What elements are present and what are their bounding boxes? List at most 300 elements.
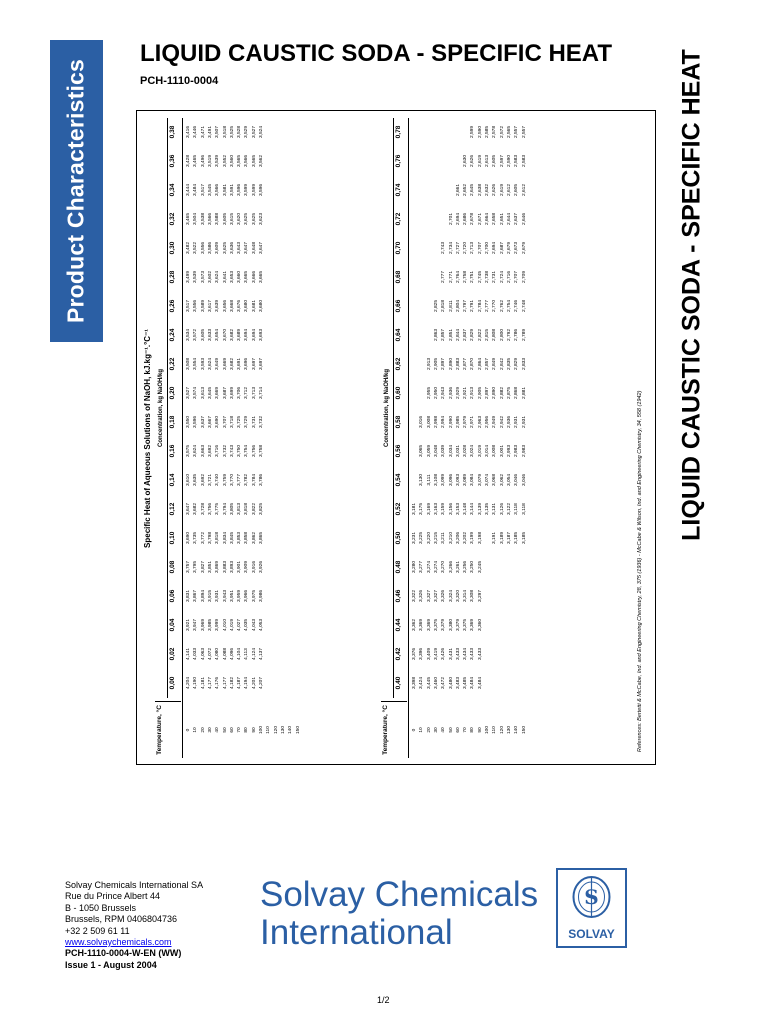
value-cell: 3,046 <box>521 474 527 487</box>
value-cell: 3,369 <box>419 619 425 632</box>
value-cell: 2,645 <box>470 184 476 197</box>
value-cell: 3,139 <box>477 503 483 516</box>
value-cell: 3,024 <box>470 445 476 458</box>
value-cell: 3,198 <box>477 532 483 545</box>
value-cell: 3,562 <box>259 155 264 168</box>
value-cell: 2,572 <box>499 126 505 139</box>
value-cell: 3,818 <box>215 532 221 545</box>
temperature-cell: 10 <box>419 727 425 733</box>
value-cell: 2,890 <box>448 358 454 371</box>
value-cell: 3,743 <box>229 445 235 458</box>
value-cell: 3,522 <box>193 242 199 255</box>
value-cell: 3,827 <box>200 561 206 574</box>
value-cell: 3,732 <box>259 416 264 429</box>
value-cell: 3,507 <box>215 126 221 139</box>
temperature-cell: 90 <box>251 727 257 733</box>
value-cell: 3,729 <box>244 416 250 429</box>
column-header: 0,32 <box>169 212 176 226</box>
value-cell: 4,181 <box>200 677 206 690</box>
value-cell: 2,565 <box>506 126 512 139</box>
value-cell: 3,465 <box>186 213 191 226</box>
value-cell: 3,740 <box>215 474 221 487</box>
value-cell: 3,858 <box>244 532 250 545</box>
value-cell: 2,738 <box>485 271 490 284</box>
value-cell: 3,446 <box>193 126 199 139</box>
value-cell: 3,484 <box>470 677 476 690</box>
value-cell: 3,046 <box>514 474 520 487</box>
value-cell: 3,692 <box>207 445 213 458</box>
value-cell: 2,626 <box>470 155 476 168</box>
value-cell: 2,881 <box>521 387 527 400</box>
value-cell: 3,845 <box>229 532 235 545</box>
value-cell: 3,931 <box>215 590 221 603</box>
value-cell: 3,122 <box>506 503 512 516</box>
value-cell: 3,031 <box>455 445 461 458</box>
value-cell: 2,707 <box>477 242 483 255</box>
value-cell: 3,552 <box>222 155 228 168</box>
value-cell: 3,096 <box>448 474 454 487</box>
column-header: 0,00 <box>169 676 176 690</box>
value-cell: 2,877 <box>463 358 469 371</box>
value-cell: 3,445 <box>426 677 432 690</box>
value-cell: 2,605 <box>514 184 520 197</box>
value-cell: 2,694 <box>492 242 498 255</box>
page-number: 1/2 <box>377 995 390 1005</box>
value-cell: 3,274 <box>433 561 439 574</box>
value-cell: 3,625 <box>244 213 250 226</box>
value-cell: 2,590 <box>477 126 483 139</box>
value-cell: 3,713 <box>251 387 257 400</box>
value-cell: 4,176 <box>215 677 221 690</box>
value-cell: 3,602 <box>207 271 213 284</box>
value-cell: 2,863 <box>433 329 439 342</box>
value-cell: 3,362 <box>412 619 417 632</box>
value-cell: 2,994 <box>441 416 447 429</box>
value-cell: 2,557 <box>521 126 527 139</box>
column-header: 0,72 <box>395 212 402 226</box>
value-cell: 4,177 <box>207 677 213 690</box>
value-cell: 3,320 <box>455 590 461 603</box>
value-cell: 2,913 <box>470 387 476 400</box>
value-cell: 3,772 <box>200 532 206 545</box>
value-cell: 3,770 <box>229 474 235 487</box>
value-cell: 3,202 <box>463 532 469 545</box>
temperature-cell: 20 <box>426 727 432 733</box>
value-cell: 4,104 <box>237 648 243 661</box>
value-cell: 3,517 <box>186 300 191 313</box>
value-cell: 3,369 <box>426 619 432 632</box>
temperature-cell: 70 <box>463 727 469 733</box>
value-cell: 2,789 <box>521 329 527 342</box>
value-cell: 3,379 <box>455 619 461 632</box>
value-cell: 3,690 <box>215 416 221 429</box>
column-header: 0,74 <box>395 183 402 197</box>
column-header: 0,50 <box>395 531 402 545</box>
value-cell: 2,658 <box>492 213 498 226</box>
value-cell: 3,894 <box>200 590 206 603</box>
value-cell: 3,566 <box>215 184 221 197</box>
value-cell: 3,274 <box>426 561 432 574</box>
value-cell: 3,687 <box>222 387 228 400</box>
value-cell: 3,593 <box>200 358 206 371</box>
brand-line-1: Solvay Chemicals <box>260 875 539 914</box>
value-cell: 3,966 <box>244 590 250 603</box>
temperature-cell: 60 <box>455 727 461 733</box>
value-cell: 2,786 <box>514 329 520 342</box>
value-cell: 3,065 <box>419 445 425 458</box>
value-cell: 3,699 <box>229 387 235 400</box>
value-cell: 3,610 <box>186 474 191 487</box>
value-cell: 2,758 <box>463 271 469 284</box>
value-cell: 3,231 <box>412 532 417 545</box>
value-cell: 3,144 <box>470 503 476 516</box>
temperature-cell: 60 <box>229 727 235 733</box>
value-cell: 3,163 <box>433 503 439 516</box>
value-cell: 3,691 <box>237 358 243 371</box>
value-cell: 4,088 <box>222 648 228 661</box>
value-cell: 4,035 <box>244 619 250 632</box>
value-cell: 3,647 <box>259 242 264 255</box>
value-cell: 2,664 <box>485 213 490 226</box>
column-header: 0,36 <box>169 154 176 168</box>
value-cell: 3,326 <box>419 590 425 603</box>
table-title: Specific Heat of Aqueous Solutions of NaOH, kJ.kg⁻¹.°C⁻¹ <box>143 329 152 548</box>
temperature-cell: 130 <box>280 726 286 735</box>
value-cell: 3,572 <box>193 329 199 342</box>
value-cell: 4,190 <box>193 677 199 690</box>
solvay-logo <box>556 868 627 948</box>
value-cell: 3,666 <box>251 271 257 284</box>
value-cell: 4,201 <box>251 677 257 690</box>
column-header: 0,48 <box>395 560 402 574</box>
value-cell: 3,148 <box>463 503 469 516</box>
value-cell: 3,327 <box>426 590 432 603</box>
value-cell: 2,727 <box>455 242 461 255</box>
value-cell: 3,754 <box>244 445 250 458</box>
value-cell: 3,322 <box>412 590 417 603</box>
value-cell: 3,527 <box>251 126 257 139</box>
column-header: 0,54 <box>395 473 402 487</box>
value-cell: 3,256 <box>463 561 469 574</box>
value-cell: 2,868 <box>514 387 520 400</box>
value-cell: 3,589 <box>200 300 206 313</box>
address-line: B - 1050 Brussels <box>65 902 137 913</box>
temperature-cell: 80 <box>244 727 250 733</box>
value-cell: 3,692 <box>200 474 206 487</box>
doc-code: PCH-1110-0004 <box>140 75 219 87</box>
value-cell: 3,519 <box>207 155 213 168</box>
value-cell: 3,079 <box>477 474 483 487</box>
value-cell: 3,518 <box>222 126 228 139</box>
value-cell: 2,936 <box>448 387 454 400</box>
column-header: 0,52 <box>395 502 402 516</box>
value-cell: 2,686 <box>463 213 469 226</box>
value-cell: 3,596 <box>193 416 199 429</box>
website-link[interactable]: www.solvaychemicals.com <box>65 937 172 948</box>
temperature-cell: 50 <box>448 727 454 733</box>
value-cell: 3,485 <box>463 677 469 690</box>
value-cell: 4,207 <box>259 677 264 690</box>
issue-date: Issue 1 - August 2004 <box>65 959 157 970</box>
value-cell: 2,822 <box>477 329 483 342</box>
value-cell: 2,993 <box>506 445 512 458</box>
value-cell: 3,591 <box>229 184 235 197</box>
column-header: 0,30 <box>169 241 176 255</box>
value-cell: 2,857 <box>485 358 490 371</box>
value-cell: 2,833 <box>521 358 527 371</box>
value-cell: 2,844 <box>455 329 461 342</box>
value-cell: 3,560 <box>229 155 235 168</box>
temperature-header: Temperature, °C <box>381 701 407 758</box>
value-cell: 3,728 <box>200 503 206 516</box>
value-cell: 3,643 <box>237 242 243 255</box>
value-cell: 2,837 <box>463 329 469 342</box>
column-header: 0,78 <box>395 125 402 139</box>
side-title: LIQUID CAUSTIC SODA - SPECIFIC HEAT <box>677 49 706 541</box>
value-cell: 3,985 <box>207 619 213 632</box>
value-cell: 3,039 <box>441 445 447 458</box>
value-cell: 2,720 <box>463 242 469 255</box>
value-cell: 3,014 <box>485 445 490 458</box>
value-cell: 3,084 <box>470 474 476 487</box>
value-cell: 3,668 <box>229 300 235 313</box>
header-rule <box>408 118 409 758</box>
temperature-cell: 100 <box>259 726 264 735</box>
value-cell: 3,660 <box>237 271 243 284</box>
value-cell: 3,550 <box>186 416 191 429</box>
value-cell: 3,175 <box>419 503 425 516</box>
value-cell: 3,647 <box>186 503 191 516</box>
value-cell: 3,943 <box>222 590 228 603</box>
value-cell: 2,673 <box>514 242 520 255</box>
value-cell: 3,617 <box>207 300 213 313</box>
value-cell: 3,735 <box>193 532 199 545</box>
value-cell: 3,909 <box>244 561 250 574</box>
value-cell: 2,883 <box>455 358 461 371</box>
value-cell: 3,169 <box>426 503 432 516</box>
value-cell: 3,504 <box>193 213 199 226</box>
company-address <box>65 880 203 971</box>
value-cell: 2,849 <box>492 358 498 371</box>
value-cell: 3,818 <box>244 503 250 516</box>
value-cell: 3,721 <box>207 474 213 487</box>
value-cell: 3,697 <box>259 358 264 371</box>
value-cell: 3,605 <box>200 329 206 342</box>
temperature-cell: 130 <box>506 726 512 735</box>
value-cell: 3,099 <box>441 474 447 487</box>
value-cell: 3,926 <box>259 561 264 574</box>
value-cell: 3,645 <box>207 387 213 400</box>
value-cell: 3,648 <box>251 242 257 255</box>
value-cell: 3,782 <box>244 474 250 487</box>
value-cell: 3,667 <box>207 416 213 429</box>
value-cell: 3,074 <box>485 474 490 487</box>
value-cell: 2,679 <box>521 242 527 255</box>
column-header: 0,06 <box>169 589 176 603</box>
value-cell: 3,665 <box>259 271 264 284</box>
value-cell: 3,433 <box>477 648 483 661</box>
column-header: 0,22 <box>169 357 176 371</box>
value-cell: 4,072 <box>207 648 213 661</box>
value-cell: 3,669 <box>215 387 221 400</box>
value-cell: 3,185 <box>514 532 520 545</box>
value-cell: 2,599 <box>470 126 476 139</box>
value-cell: 3,649 <box>215 358 221 371</box>
value-cell: 3,556 <box>200 242 206 255</box>
value-cell: 3,825 <box>259 503 264 516</box>
value-cell: 3,574 <box>193 387 199 400</box>
value-cell: 2,605 <box>492 155 498 168</box>
value-cell: 2,671 <box>477 213 483 226</box>
value-cell: 3,620 <box>237 213 243 226</box>
value-cell: 3,916 <box>251 561 257 574</box>
value-cell: 4,033 <box>193 648 199 661</box>
value-cell: 3,428 <box>186 155 191 168</box>
value-cell: 3,599 <box>251 184 257 197</box>
value-cell: 4,019 <box>229 619 235 632</box>
temperature-cell: 140 <box>288 726 294 735</box>
value-cell: 3,472 <box>441 677 447 690</box>
value-cell: 3,554 <box>193 358 199 371</box>
value-cell: 3,326 <box>441 590 447 603</box>
value-cell: 3,853 <box>237 532 243 545</box>
value-cell: 2,678 <box>470 213 476 226</box>
column-header: 0,56 <box>395 444 402 458</box>
column-header: 0,40 <box>395 676 402 690</box>
value-cell: 3,647 <box>244 242 250 255</box>
value-cell: 2,897 <box>485 387 490 400</box>
value-cell: 3,725 <box>237 416 243 429</box>
column-header: 0,20 <box>169 386 176 400</box>
column-header: 0,64 <box>395 328 402 342</box>
value-cell: 4,043 <box>251 619 257 632</box>
value-cell: 4,124 <box>251 648 257 661</box>
value-cell: 3,508 <box>186 358 191 371</box>
value-cell: 3,706 <box>237 387 243 400</box>
value-cell: 3,822 <box>251 503 257 516</box>
value-cell: 4,113 <box>244 648 250 660</box>
value-cell: 3,111 <box>426 474 432 486</box>
temperature-cell: 100 <box>485 726 490 735</box>
value-cell: 3,187 <box>506 532 512 545</box>
temperature-cell: 30 <box>433 727 439 733</box>
value-cell: 3,613 <box>200 387 206 400</box>
value-cell: 3,636 <box>229 242 235 255</box>
value-cell: 3,480 <box>448 677 454 690</box>
value-cell: 3,220 <box>426 532 432 545</box>
value-cell: 2,646 <box>521 213 527 226</box>
value-cell: 2,811 <box>448 300 454 312</box>
value-cell: 2,842 <box>499 358 505 371</box>
value-cell: 2,797 <box>463 300 469 313</box>
value-cell: 3,375 <box>463 619 469 632</box>
logo-text: SOLVAY <box>568 927 615 941</box>
value-cell: 2,597 <box>499 155 505 168</box>
phone-line: +32 2 509 61 11 <box>65 925 130 936</box>
value-cell: 3,639 <box>215 300 221 313</box>
value-cell: 3,581 <box>222 184 228 197</box>
value-cell: 3,270 <box>441 561 447 574</box>
value-cell: 2,770 <box>492 300 498 313</box>
value-cell: 3,798 <box>207 532 213 545</box>
column-header: 0,76 <box>395 154 402 168</box>
concentration-header: Concentration, kg NaOH/kg <box>381 118 394 698</box>
value-cell: 2,864 <box>477 358 483 371</box>
brand-wordmark <box>260 876 538 952</box>
value-cell: 3,596 <box>237 184 243 197</box>
value-cell: 3,048 <box>433 445 439 458</box>
value-cell: 3,211 <box>441 532 447 544</box>
value-cell: 2,700 <box>485 242 490 255</box>
value-cell: 3,756 <box>251 445 257 458</box>
page-title: LIQUID CAUSTIC SODA - SPECIFIC HEAT <box>140 40 613 67</box>
column-header: 0,18 <box>169 415 176 429</box>
value-cell: 3,750 <box>237 445 243 458</box>
value-cell: 3,484 <box>477 677 483 690</box>
value-cell: 3,831 <box>186 590 191 603</box>
value-cell: 2,950 <box>433 387 439 400</box>
value-cell: 2,943 <box>441 387 447 400</box>
value-cell: 3,419 <box>433 648 439 661</box>
value-cell: 3,327 <box>433 590 439 603</box>
column-header: 0,02 <box>169 647 176 661</box>
value-cell: 2,583 <box>514 155 520 168</box>
value-cell: 3,130 <box>419 474 425 487</box>
value-cell: 2,835 <box>506 358 512 371</box>
value-cell: 3,375 <box>433 619 439 632</box>
value-cell: 2,882 <box>499 387 505 400</box>
value-cell: 3,566 <box>207 213 213 226</box>
value-cell: 3,380 <box>448 619 454 632</box>
value-cell: 2,913 <box>426 358 432 371</box>
value-cell: 2,613 <box>485 155 490 168</box>
value-cell: 3,491 <box>207 126 213 139</box>
value-cell: 3,676 <box>237 300 243 313</box>
value-cell: 2,825 <box>433 300 439 313</box>
temperature-cell: 120 <box>273 726 279 735</box>
value-cell: 4,137 <box>259 648 264 661</box>
value-cell: 2,784 <box>477 300 483 313</box>
value-cell: 3,575 <box>186 445 191 458</box>
value-cell: 3,959 <box>237 590 243 603</box>
value-cell: 2,804 <box>455 300 461 313</box>
concentration-header: Concentration, kg NaOH/kg <box>155 118 168 698</box>
value-cell: 3,777 <box>237 474 243 487</box>
value-cell: 3,653 <box>229 271 235 284</box>
value-cell: 3,528 <box>237 126 243 139</box>
value-cell: 3,524 <box>259 126 264 139</box>
value-cell: 3,206 <box>455 532 461 545</box>
value-cell: 3,623 <box>259 213 264 226</box>
column-header: 0,66 <box>395 299 402 313</box>
value-cell: 2,983 <box>521 445 527 458</box>
value-cell: 3,556 <box>193 300 199 313</box>
value-cell: 3,314 <box>463 590 469 603</box>
value-cell: 3,131 <box>492 503 498 516</box>
value-cell: 4,063 <box>200 648 206 661</box>
value-cell: 3,277 <box>419 561 425 574</box>
column-header: 0,10 <box>169 531 176 545</box>
temperature-header: Temperature, °C <box>155 701 181 758</box>
column-header: 0,60 <box>395 386 402 400</box>
value-cell: 2,983 <box>514 445 520 458</box>
value-cell: 3,615 <box>229 213 235 226</box>
value-cell: 2,612 <box>506 184 512 197</box>
value-cell: 3,529 <box>244 126 250 139</box>
value-cell: 3,308 <box>470 590 476 603</box>
value-cell: 3,156 <box>448 503 454 516</box>
temperature-cell: 40 <box>441 727 447 733</box>
